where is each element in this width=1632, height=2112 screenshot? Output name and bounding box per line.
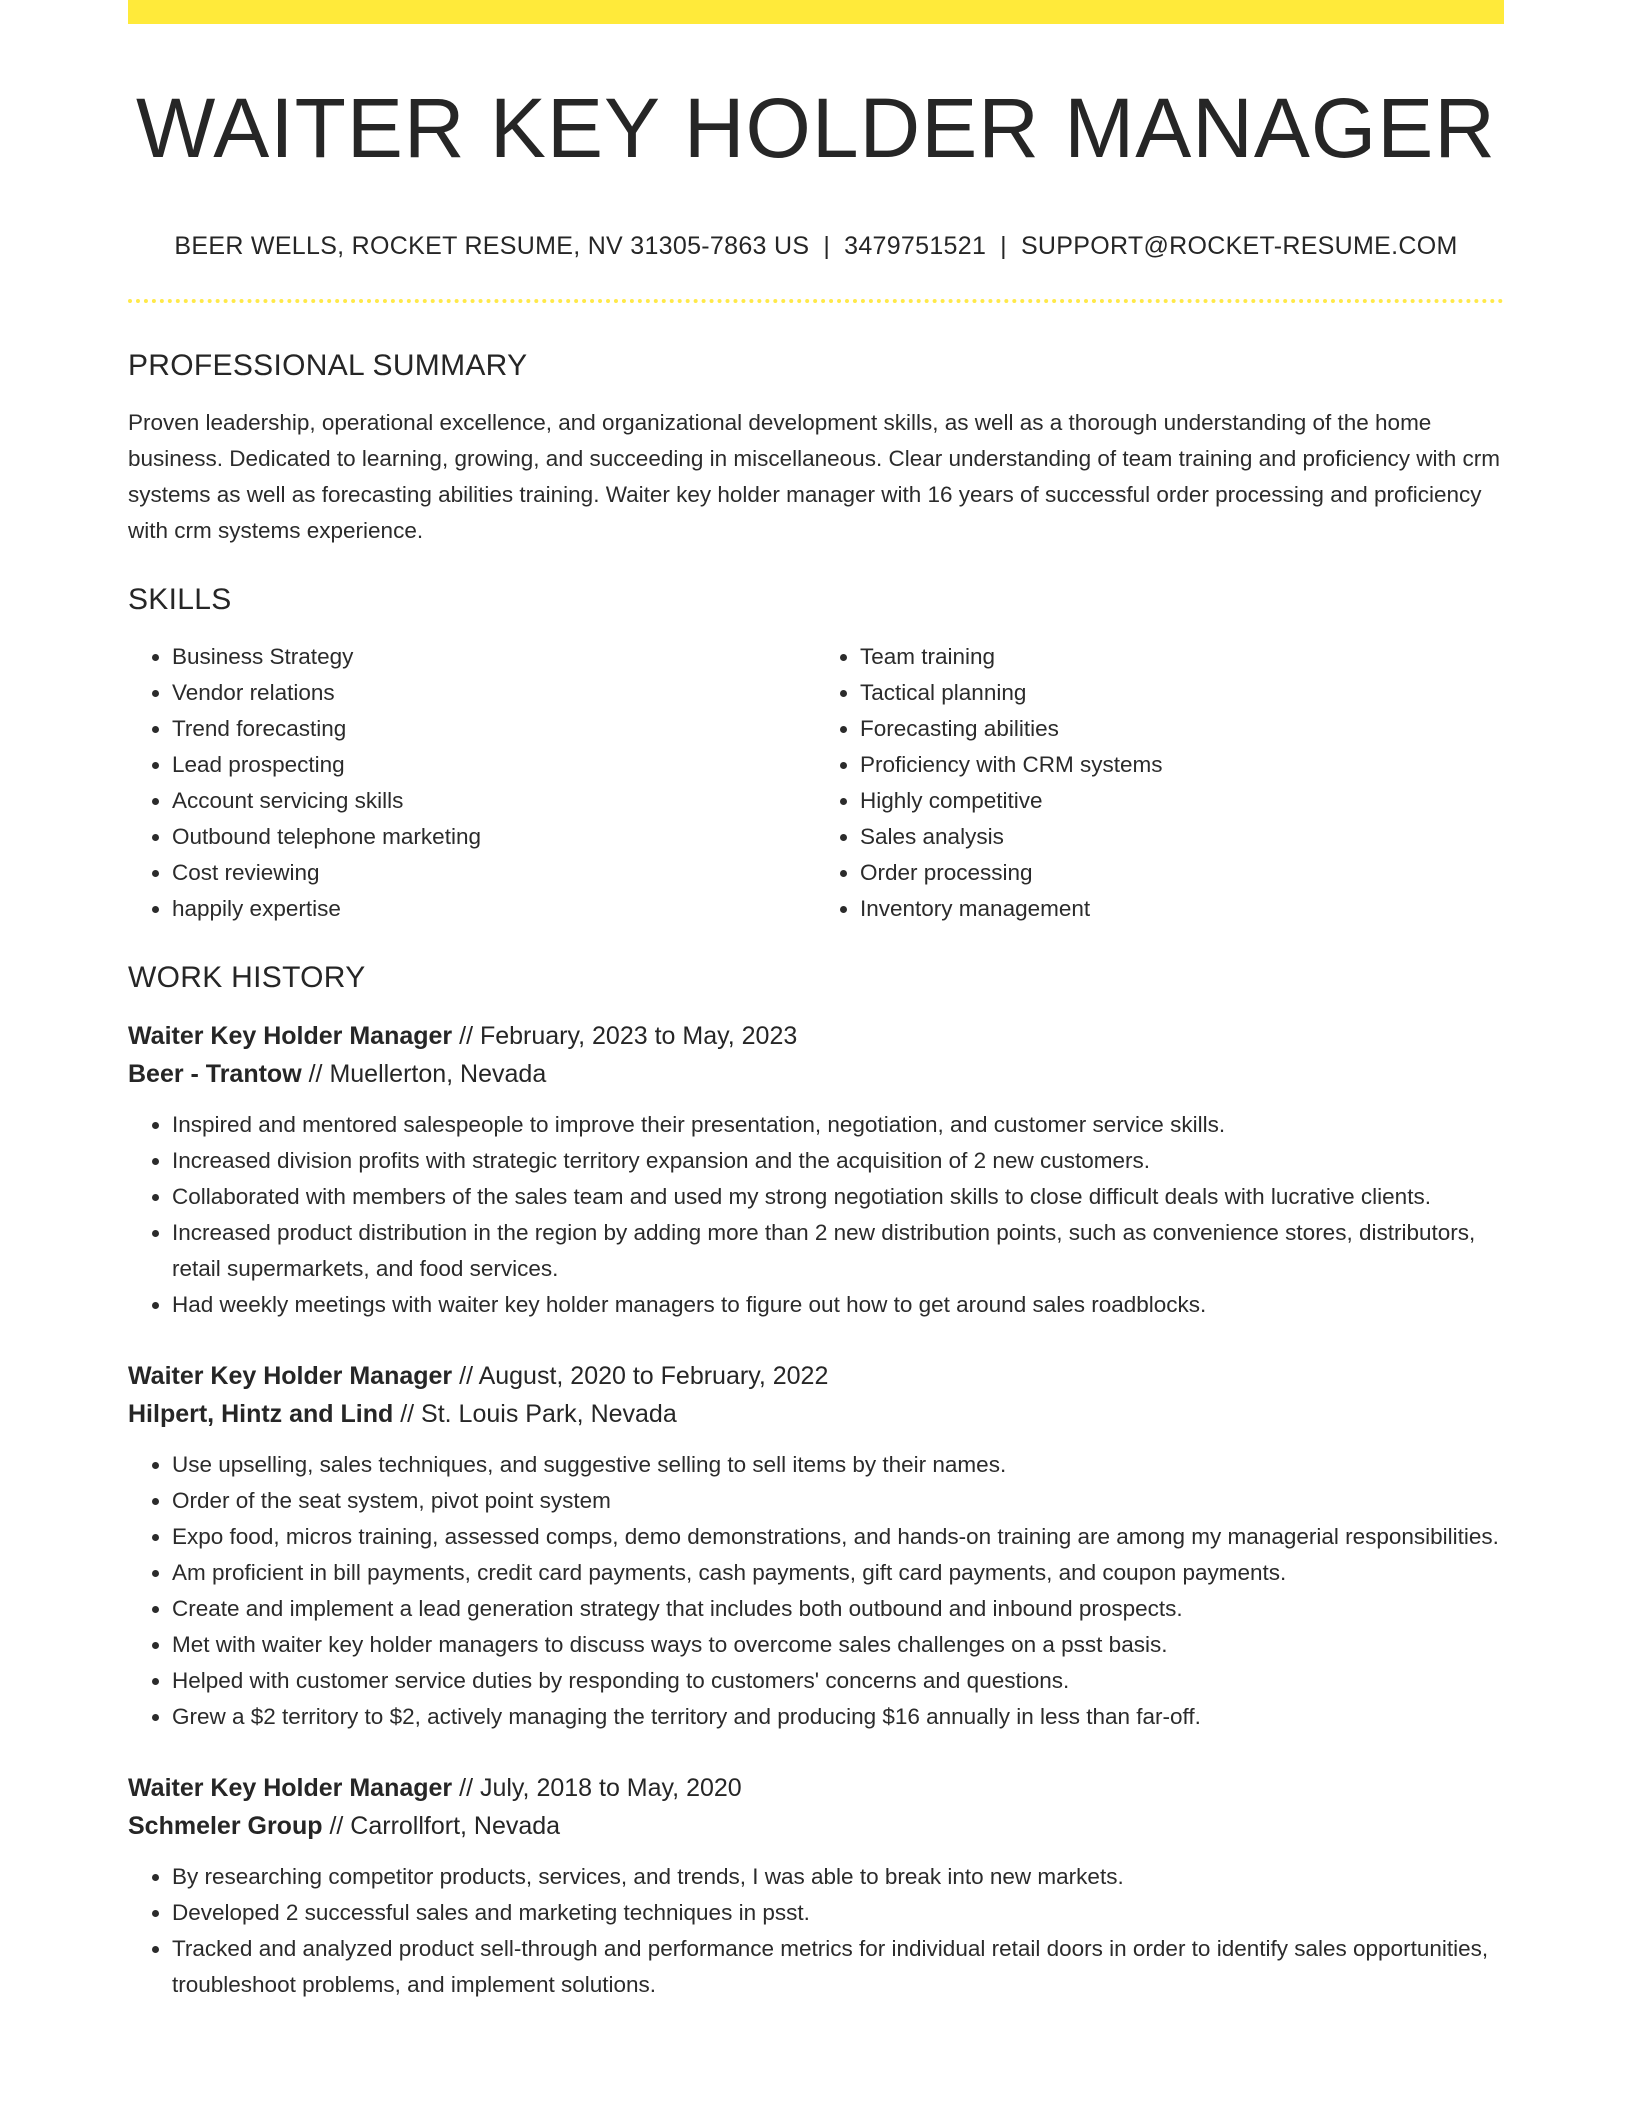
job-entry <box>128 1769 1504 2003</box>
job-bullet: • By researching competitor products, services, and trends, I was able to break into new markets. <box>172 1859 1504 1895</box>
job-bullet: • Use upselling, sales techniques, and suggestive selling to sell items by their names. <box>172 1447 1504 1483</box>
skill-item: • Vendor relations <box>172 675 816 711</box>
job-title-line <box>128 1017 1504 1055</box>
job-bullet: • Helped with customer service duties by responding to customers' concerns and questions. <box>172 1663 1504 1699</box>
skill-item: • Account servicing skills <box>172 783 816 819</box>
job-bullet: • Grew a $2 territory to $2, actively managing the territory and producing $16 annually in less than far-off. <box>172 1699 1504 1735</box>
skills-left-column <box>128 639 816 927</box>
summary-heading: PROFESSIONAL SUMMARY <box>128 349 528 383</box>
skill-item: • Tactical planning <box>860 675 1504 711</box>
skill-item: • Forecasting abilities <box>860 711 1504 747</box>
job-bullet: • Increased division profits with strategic territory expansion and the acquisition of 2 new customers. <box>172 1143 1504 1179</box>
job-company: Schmeler Group <box>128 1812 323 1841</box>
job-bullet: • Create and implement a lead generation strategy that includes both outbound and inbound prospects. <box>172 1591 1504 1627</box>
job-location: // St. Louis Park, Nevada <box>393 1400 677 1429</box>
contact-line <box>128 232 1504 261</box>
skill-item: • Sales analysis <box>860 819 1504 855</box>
resume-page <box>128 0 1504 2003</box>
accent-top-bar <box>128 0 1504 24</box>
job-bullet: • Tracked and analyzed product sell-through and performance metrics for individual retail doors in order to identify sales opportunities, troubleshoot problems, and implement solutions. <box>172 1931 1504 2003</box>
job-bullet: • Increased product distribution in the region by adding more than 2 new distribution points, such as convenience stores, distributors, retail supermarkets, and food services. <box>172 1215 1504 1287</box>
job-entry <box>128 1017 1504 1323</box>
skill-item: • Inventory management <box>860 891 1504 927</box>
job-bullet: • Order of the seat system, pivot point system <box>172 1483 1504 1519</box>
job-location: // Muellerton, Nevada <box>301 1060 547 1089</box>
job-bullet: • Inspired and mentored salespeople to improve their presentation, negotiation, and customer service skills. <box>172 1107 1504 1143</box>
skills-list <box>128 639 1504 927</box>
skill-item: • Trend forecasting <box>172 711 816 747</box>
job-bullet: • Am proficient in bill payments, credit card payments, cash payments, gift card payments, and coupon payments. <box>172 1555 1504 1591</box>
contact-email: SUPPORT@ROCKET-RESUME.COM <box>1020 232 1458 261</box>
job-company: Hilpert, Hintz and Lind <box>128 1400 394 1429</box>
summary-text: Proven leadership, operational excellence, and organizational development skills, as well as a thorough understanding of the home business. Dedicated to learning, growing, and succeeding in miscellaneous. Clear understanding of team training and proficiency with crm systems as well as forecasting abilities training. Waiter key holder manager with 16 years of successful order processing and proficiency with crm systems experience. <box>128 410 1501 544</box>
job-company-line <box>128 1395 1504 1433</box>
skill-item: • Order processing <box>860 855 1504 891</box>
job-title: Waiter Key Holder Manager <box>128 1022 453 1051</box>
skill-item: • Highly competitive <box>860 783 1504 819</box>
job-bullet: • Had weekly meetings with waiter key holder managers to figure out how to get around sales roadblocks. <box>172 1287 1504 1323</box>
job-bullets <box>128 1447 1504 1735</box>
job-bullet: • Developed 2 successful sales and marketing techniques in psst. <box>172 1895 1504 1931</box>
skill-item: • Cost reviewing <box>172 855 816 891</box>
job-location: // Carrollfort, Nevada <box>322 1812 561 1841</box>
skill-item: • Lead prospecting <box>172 747 816 783</box>
job-title-line <box>128 1769 1504 1807</box>
job-title: Waiter Key Holder Manager <box>128 1362 453 1391</box>
skill-item: • Team training <box>860 639 1504 675</box>
skill-item: • Proficiency with CRM systems <box>860 747 1504 783</box>
job-bullet: • Expo food, micros training, assessed comps, demo demonstrations, and hands-on training are among my managerial responsibilities. <box>172 1519 1504 1555</box>
job-dates: // August, 2020 to February, 2022 <box>452 1362 829 1391</box>
dotted-divider <box>128 299 1504 303</box>
job-company: Beer - Trantow <box>128 1060 302 1089</box>
job-bullet: • Met with waiter key holder managers to discuss ways to overcome sales challenges on a psst basis. <box>172 1627 1504 1663</box>
job-title-line <box>128 1357 1504 1395</box>
skill-item: • Outbound telephone marketing <box>172 819 816 855</box>
contact-phone: 3479751521 <box>844 232 987 261</box>
job-bullet: • Collaborated with members of the sales team and used my strong negotiation skills to close difficult deals with lucrative clients. <box>172 1179 1504 1215</box>
job-bullets <box>128 1107 1504 1323</box>
contact-address: BEER WELLS, ROCKET RESUME, NV 31305-7863 US <box>174 232 810 261</box>
contact-separator: | <box>823 232 831 261</box>
job-dates: // February, 2023 to May, 2023 <box>452 1022 798 1051</box>
job-bullets <box>128 1859 1504 2003</box>
skills-heading: SKILLS <box>128 583 232 617</box>
skill-item: • happily expertise <box>172 891 816 927</box>
resume-name: WAITER KEY HOLDER MANAGER <box>136 81 1496 175</box>
work-history-heading: WORK HISTORY <box>128 961 366 995</box>
job-company-line <box>128 1807 1504 1845</box>
skills-right-column <box>816 639 1504 927</box>
job-title: Waiter Key Holder Manager <box>128 1774 453 1803</box>
job-entry <box>128 1357 1504 1735</box>
job-dates: // July, 2018 to May, 2020 <box>452 1774 742 1803</box>
contact-separator: | <box>1000 232 1007 261</box>
skill-item: • Business Strategy <box>172 639 816 675</box>
job-company-line <box>128 1055 1504 1093</box>
